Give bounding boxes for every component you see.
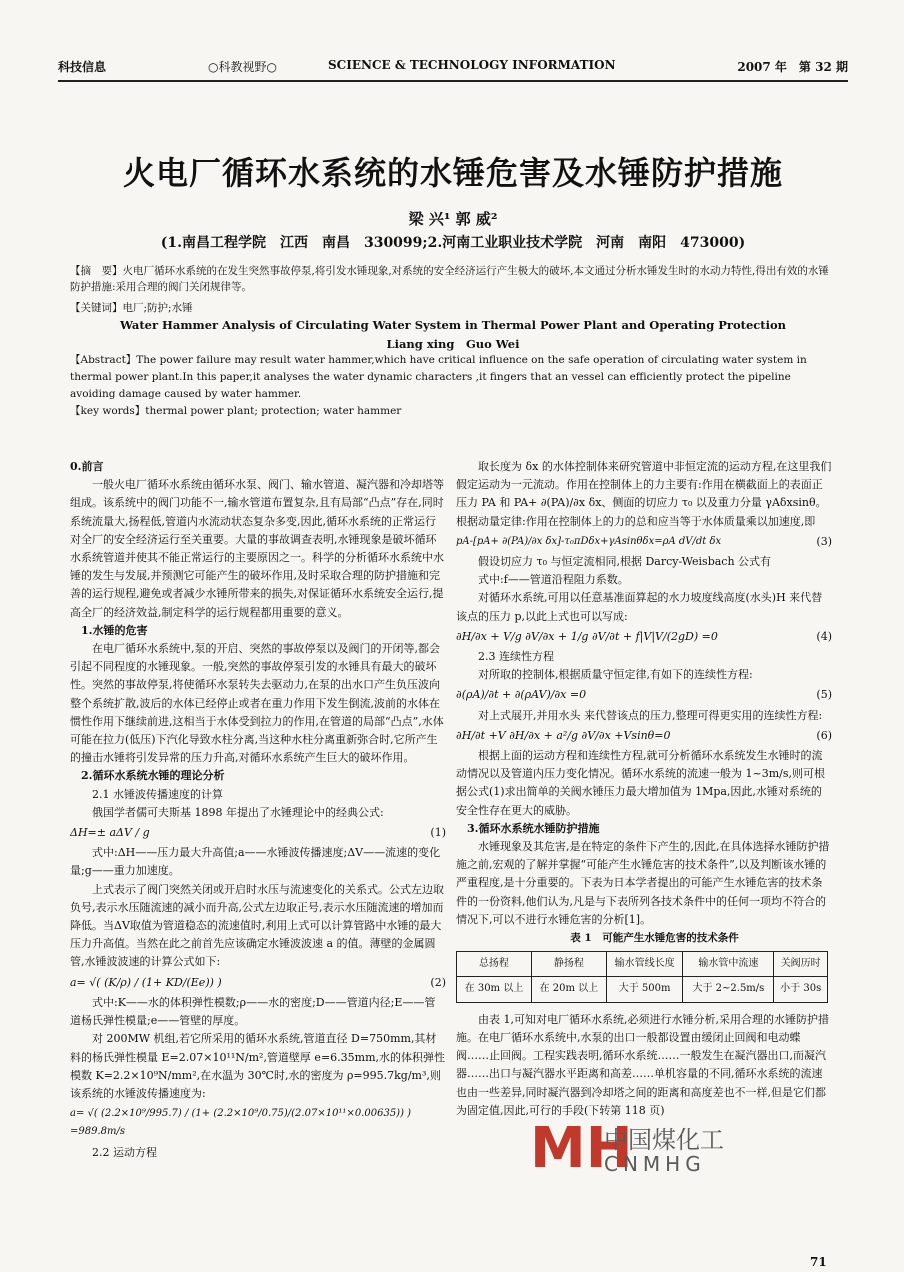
paragraph: 式中:f——管道沿程阻力系数。 <box>478 573 629 587</box>
right-column <box>456 458 832 1120</box>
equation-formula: a= √( (2.2×10⁹/995.7) / (1+ (2.2×10⁹/0.75)/(2.07×10¹¹×0.00635)) ) =989.8m/s <box>70 1108 412 1138</box>
equation-2 <box>70 974 446 992</box>
paragraph: 对 200MW 机组,若它所采用的循环水系统,管道直径 D=750mm,其材料的杨氏弹性模量 E=2.07×10¹¹N/m²,管道壁厚 e=6.35mm,水的体积弹性模数 K=2.2×10⁹N/mm²,在水温为 30℃时,水的密度为 ρ=995.7kg/m³,则该系统的水锤波传播速度为: <box>70 1032 446 1100</box>
left-column <box>70 458 446 1162</box>
table-header-cell: 输水管中流速 <box>683 952 774 977</box>
paragraph: 俄国学者儒可夫斯基 1898 年提出了水锤理论中的经典公式: <box>92 805 384 819</box>
authors: 梁 兴¹ 郭 威² <box>408 210 498 228</box>
affiliation: (1.南昌工程学院 江西 南昌 330099;2.河南工业职业技术学院 河南 南阳 473000) <box>160 235 746 251</box>
equation-number: (5) <box>816 688 832 702</box>
equation-6 <box>456 727 832 745</box>
paper-title: 火电厂循环水系统的水锤危害及水锤防护措施 <box>122 154 783 192</box>
header-rule <box>58 80 848 82</box>
table-row <box>457 977 828 1002</box>
keywords-en: 【key words】thermal power plant; protection; water hammer <box>70 405 402 417</box>
paragraph: 取长度为 δx 的水体控制体来研究管道中非恒定流的运动方程,在这里我们假定运动为一元流动。作用在控制体上的力主要有:作用在横截面上的表面正压力 PA 和 PA+ ∂(PA)/∂x δx、侧面的切应力 τ₀ 以及重力分量 γAδxsinθ。根据动量定律:作用在控制体上的力的总和应当等于水体质量乘以加速度,即 <box>456 460 832 528</box>
equation-formula: pA-[pA+ ∂(PA)/∂x δx]-τ₀πDδx+γAsinθδx=ρA dV/dt δx <box>456 535 722 547</box>
watermark-logo: MH <box>530 1116 633 1181</box>
conditions-table <box>456 951 828 1002</box>
table-cell: 小于 30s <box>774 977 828 1002</box>
equation-number: (2) <box>430 975 446 989</box>
header-journal: 科技信息 <box>58 60 107 74</box>
paragraph: 水锤现象及其危害,是在特定的条件下产生的,因此,在具体选择水锤防护措施之前,宏观的了解并掌握“可能产生水锤危害的技术条件”,以及判断该水锤的严重程度,是十分重要的。下表为日本学者提出的可能产生水锤危害的技术条件的一份资料,他们认为,凡是与下表所列各技术条件中的任何一项均不符合的情况下,可以不进行水锤危害的分析[1]。 <box>456 840 830 926</box>
table-header-row <box>457 952 828 977</box>
equation-formula: a= √( (K/ρ) / (1+ KD/(Ee)) ) <box>70 975 222 989</box>
table-cell: 在 30m 以上 <box>457 977 532 1002</box>
subsection-heading: 2.1 水锤波传播速度的计算 <box>92 787 223 801</box>
paragraph: 假设切应力 τ₀ 与恒定流相同,根据 Darcy-Weisbach 公式有 <box>478 555 772 569</box>
equation-number: (3) <box>816 534 832 548</box>
equation-number: (6) <box>816 728 832 742</box>
table-header-cell: 静扬程 <box>531 952 606 977</box>
running-header <box>58 58 848 76</box>
paragraph: 根据上面的运动方程和连续性方程,就可分析循环水系统发生水锤时的流动情况以及管道内压力变化情况。循环水系统的流速一般为 1~3m/s,则可根据公式(1)求出简单的关阀水锤压力最大增加值为 1Mpa,因此,水锤对系统的安全性存在更大的威胁。 <box>456 749 825 817</box>
table-header-cell: 总扬程 <box>457 952 532 977</box>
section-heading: 0.前言 <box>70 460 104 473</box>
paragraph: 上式表示了阀门突然关闭或开启时水压与流速变化的关系式。公式左边取负号,表示水压随流速的减小而升高,公式左边取正号,表示水压随流速的增加而降低。当ΔV取值为管道稳态的流速值时,利用上式可以计算管路中水锤的最大压力升高值。当然在此之前首先应该确定水锤波波速 a 的值。薄壁的金属圆管,水锤波波速的计算公式如下: <box>70 882 444 969</box>
equation-5 <box>456 686 832 704</box>
section-heading: 3.循环水系统水锤防护措施 <box>467 821 600 835</box>
table-cell: 大于 500m <box>606 977 683 1002</box>
watermark-chinese: 中国煤化工 <box>604 1126 724 1154</box>
paragraph: 式中:K——水的体积弹性模数;ρ——水的密度;D——管道内径;E——管道杨氏弹性模量;e——管壁的厚度。 <box>70 995 436 1028</box>
paragraph: 由表 1,可知对电厂循环水系统,必须进行水锤分析,采用合理的水锤防护措施。在电厂循环水系统中,水泵的出口一般都设置由缓闭止回阀和电动蝶阀……止回阀。工程实践表明,循环水系统……一般发生在凝汽器出口,而凝汽器……出口与凝汽器水平距离和高差……单机容量的不同,循环水系统的流速也由一些差异,同时凝汽器到冷却塔之间的距离和高度差也不一样,但是它们都为固定值,因此,可行的手段(下转第 118 页) <box>456 1012 829 1117</box>
header-section: ○科教视野○ <box>208 60 277 74</box>
abstract-cn: 【摘 要】火电厂循环水系统的在发生突然事故停泵,将引发水锤现象,对系统的安全经济运行产生极大的破坏,本文通过分析水锤发生时的水动力特性,得出有效的水锤防护措施:采用合理的阀门关闭规律等。 <box>70 265 829 293</box>
equation-1 <box>70 824 446 842</box>
equation-4 <box>456 628 832 646</box>
page-number: 71 <box>810 1255 827 1269</box>
table-caption: 表 1 可能产生水锤危害的技术条件 <box>570 932 739 945</box>
section-heading: 1.水锤的危害 <box>81 623 148 637</box>
subsection-heading: 2.2 运动方程 <box>92 1145 157 1159</box>
table-cell: 大于 2~2.5m/s <box>683 977 774 1002</box>
table-cell: 在 20m 以上 <box>531 977 606 1002</box>
paragraph: 在电厂循环水系统中,泵的开启、突然的事故停泵以及阀门的开闭等,都会引起不同程度的水锤现象。一般,突然的事故停泵引发的水锤具有最大的破坏性。突然的事故停泵,将使循环水泵转失去驱动力,在泵的出水口产生负压波向整个系统扩散,波后的水体已经停止或者在重力作用下发生倒流,波前的水体在惯性作用下继续前进,这相当于水体受到拉力的作用,在管道的局部“凸点”,水体可能在拉力(低压)下汽化导致水柱分离,当这种水柱分离重新弥合时,它所产生的撞击水锤将引发异常的压力升高,对循环水系统产生巨大的破坏作用。 <box>70 642 444 765</box>
paragraph: 对上式展开,并用水头 来代替该点的压力,整理可得更实用的连续性方程: <box>478 708 823 722</box>
subsection-heading: 2.3 连续性方程 <box>478 650 554 664</box>
abstract-en: 【Abstract】The power failure may result water hammer,which have critical influence on the safe operation of circulating water system in thermal power plant.In this paper,it analyses the water dynamic characters ,it fingers that an vessel can efficiently protect the pipeline avoiding damage caused by water hammer. <box>70 354 807 400</box>
paragraph: 对循环水系统,可用以任意基准面算起的水力坡度线高度(水头)H 来代替该点的压力 p,以此上式也可以写成: <box>456 591 823 623</box>
equation-number: (1) <box>430 826 446 840</box>
table-header-cell: 关阀历时 <box>774 952 828 977</box>
header-english: SCIENCE & TECHNOLOGY INFORMATION <box>328 58 616 72</box>
title-en: Water Hammer Analysis of Circulating Water System in Thermal Power Plant and Operating Protection <box>120 318 786 332</box>
paragraph: 式中:ΔH——压力最大升高值;a——水锤波传播速度;ΔV——流速的变化量;g——重力加速度。 <box>70 846 441 878</box>
equation-formula: ∂(ρA)/∂t + ∂(ρAV)/∂x =0 <box>456 688 587 702</box>
watermark-english: CNMHG <box>604 1152 706 1176</box>
equation-number: (4) <box>816 629 832 643</box>
authors-en: Liang xing Guo Wei <box>386 337 520 351</box>
paragraph: 对所取的控制体,根据质量守恒定律,有如下的连续性方程: <box>478 668 753 682</box>
keywords-cn: 【关键词】电厂;防护;水锤 <box>70 302 193 314</box>
section-heading: 2.循环水系统水锤的理论分析 <box>81 769 225 783</box>
header-issue: 2007 年 第 32 期 <box>737 60 848 74</box>
equation-wave-speed <box>70 1105 446 1141</box>
equation-formula: ∂H/∂t +V ∂H/∂x + a²/g ∂V/∂x +Vsinθ=0 <box>456 728 671 742</box>
equation-formula: ∂H/∂x + V/g ∂V/∂x + 1/g ∂V/∂t + f|V|V/(2gD) =0 <box>456 629 718 643</box>
equation-3 <box>456 533 832 551</box>
paragraph: 一般火电厂循环水系统由循环水泵、阀门、输水管道、凝汽器和冷却塔等组成。该系统中的阀门功能不一,输水管道布置复杂,且有局部“凸点”存在,同时系统流量大,扬程低,管道内水流动状态复杂多变,因此,循环水系统的正常运行对全厂的安全经济运行至关重要。大量的事故调查表明,水锤现象是破坏循环水系统管道并使其不能正常运行的主要原因之一。科学的分析循环水系统中水锤的发生与发展,并预测它可能产生的破坏作用,及时采取合理的防护措施和完善的运行规程,避免或者减少水锤所带来的损失,对保证循环水系统安全运行,提高全厂的经济效益,制定科学的运行规程都用重要的意义。 <box>70 478 444 619</box>
table-header-cell: 输水管线长度 <box>606 952 683 977</box>
equation-formula: ΔH=± aΔV / g <box>70 826 150 840</box>
watermark <box>530 1118 830 1180</box>
